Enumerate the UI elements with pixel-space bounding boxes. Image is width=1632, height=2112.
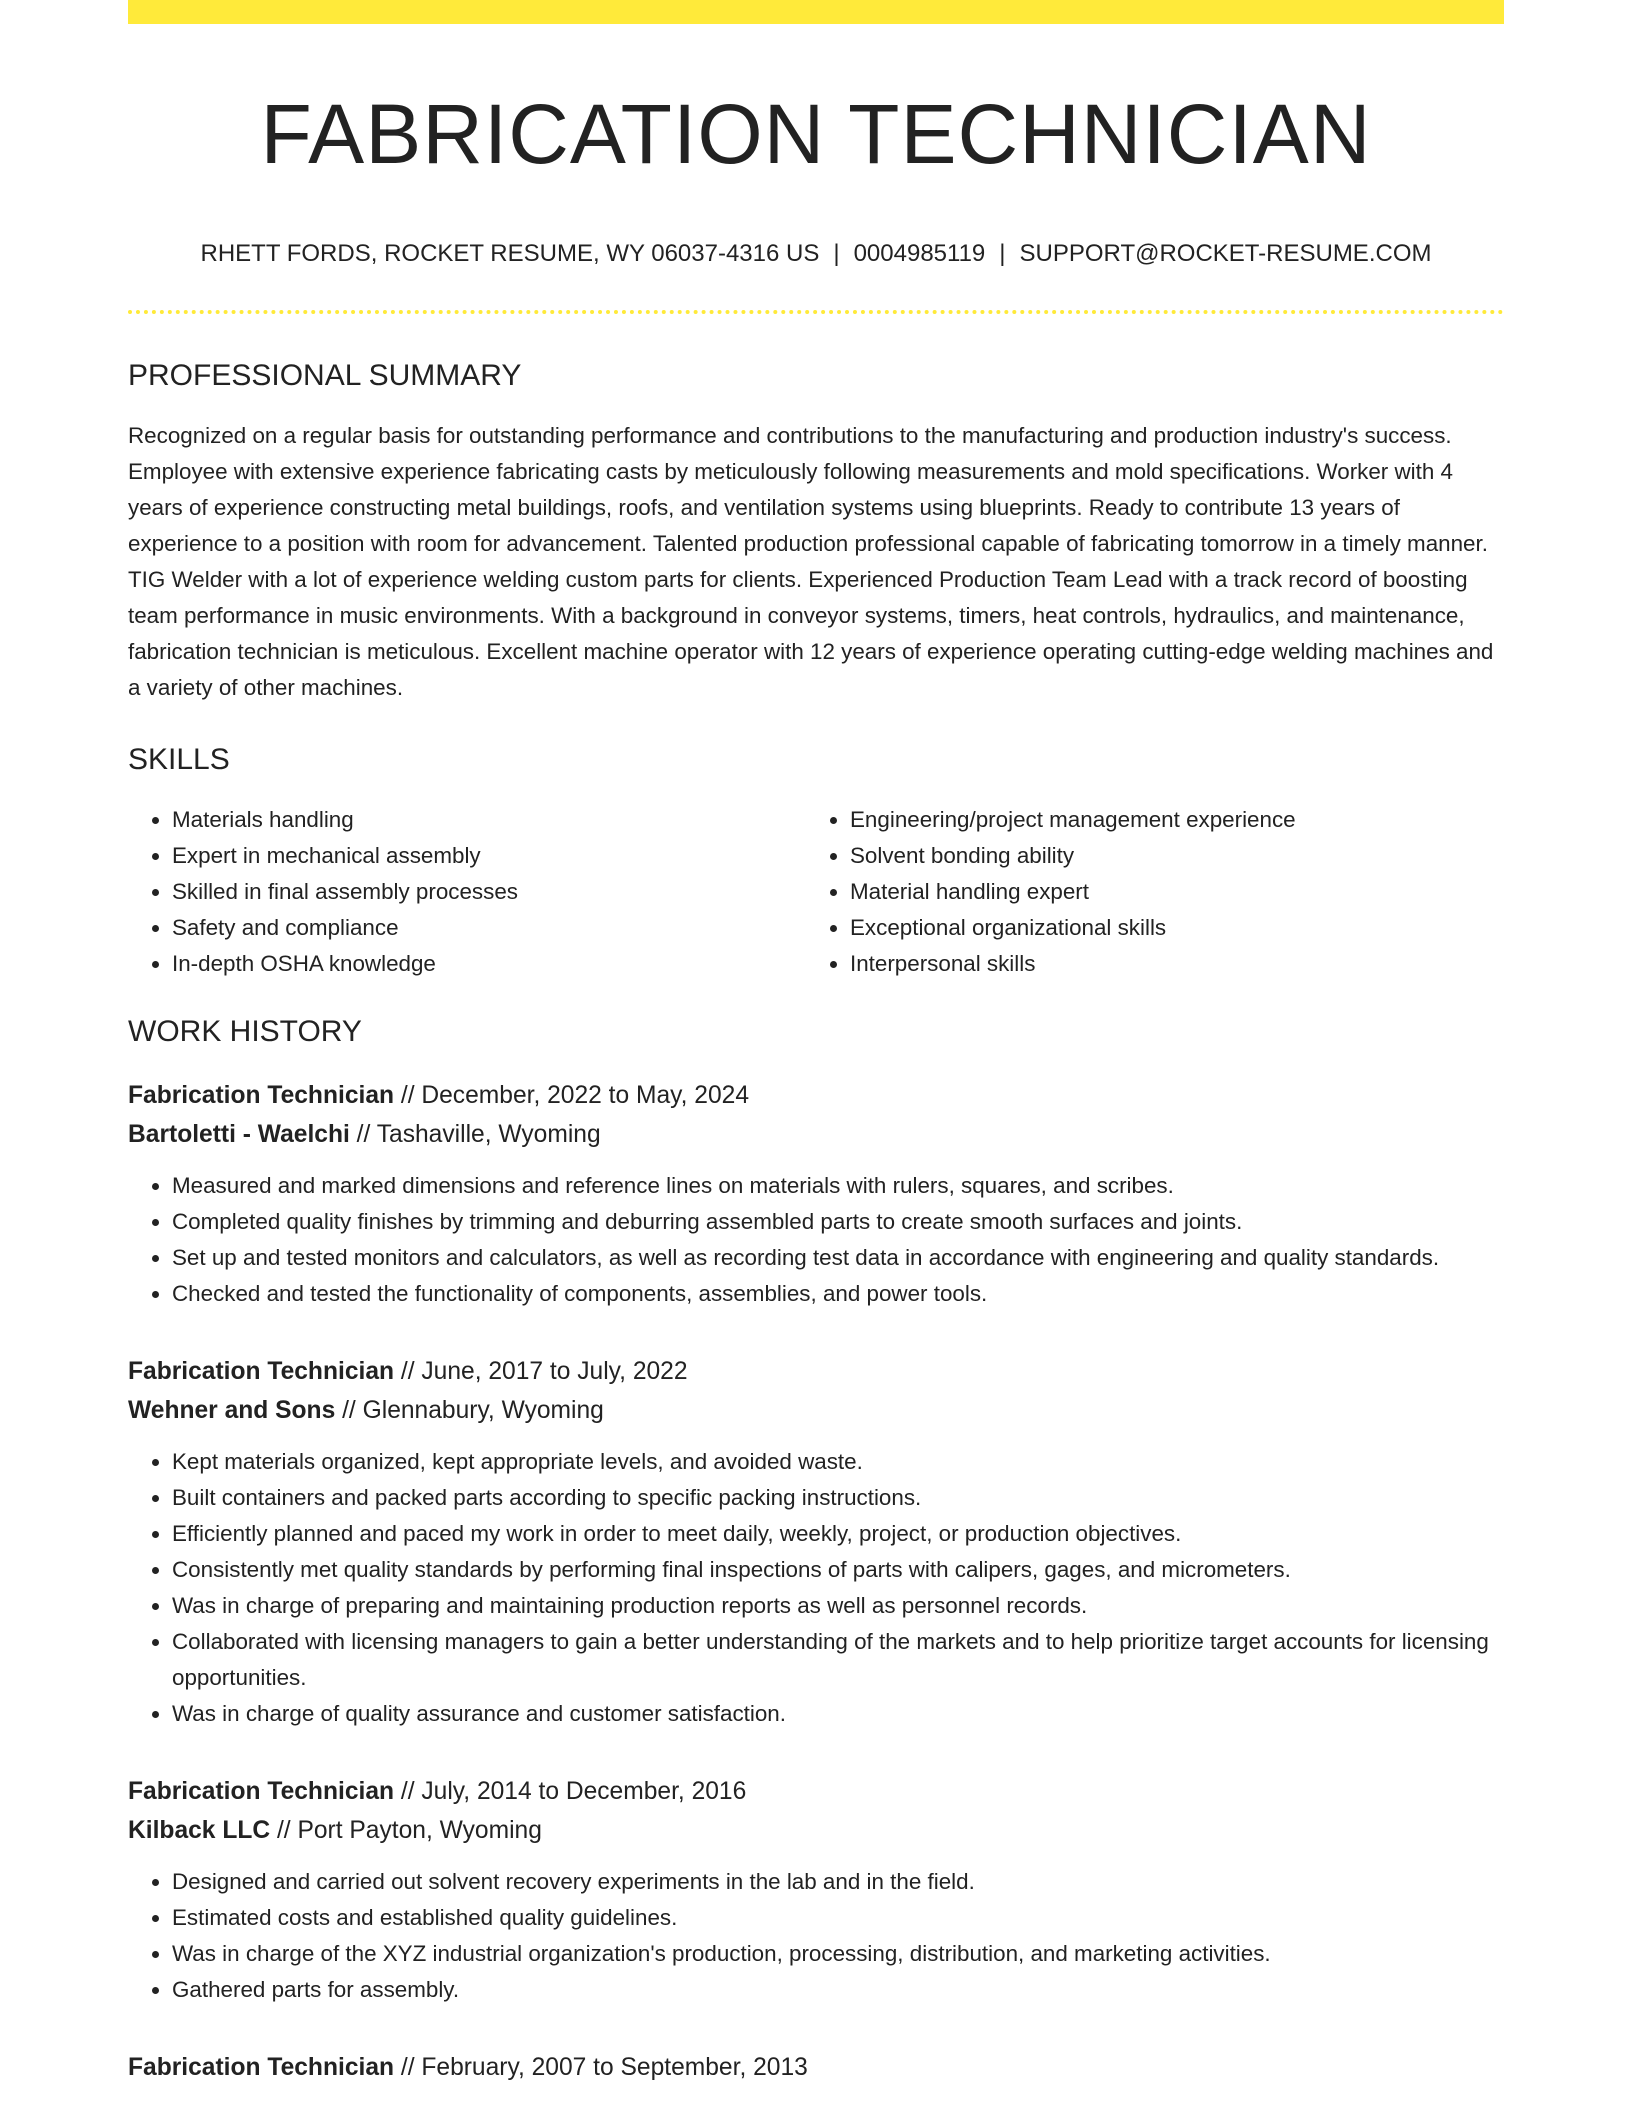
skill-item: • Safety and compliance	[172, 910, 806, 946]
job-bullet: • Checked and tested the functionality of components, assemblies, and power tools.	[172, 1276, 1504, 1312]
job-company: Wehner and Sons	[128, 1396, 336, 1424]
job-bullet: • Kept materials organized, kept appropriate levels, and avoided waste.	[172, 1444, 1504, 1480]
job-bullet: • Estimated costs and established quality guidelines.	[172, 1900, 1504, 1936]
job-bullet: • Was in charge of quality assurance and customer satisfaction.	[172, 1696, 1504, 1732]
job-bullet: • Was in charge of the XYZ industrial organization's production, processing, distribution, and marketing activities.	[172, 1936, 1504, 1972]
accent-top-bar	[128, 0, 1504, 24]
job-company-line	[128, 1811, 1504, 1850]
job-dates: // June, 2017 to July, 2022	[394, 1357, 688, 1385]
job-entry	[128, 1772, 1504, 2008]
job-role-line	[128, 1076, 1504, 1115]
summary-heading: PROFESSIONAL SUMMARY	[128, 358, 522, 392]
job-bullet: • Measured and marked dimensions and reference lines on materials with rulers, squares, and scribes.	[172, 1168, 1504, 1204]
job-company: Kilback LLC	[128, 1816, 271, 1844]
resume-page	[128, 0, 1504, 2087]
contact-address: RHETT FORDS, ROCKET RESUME, WY 06037-4316 US	[200, 240, 820, 268]
contact-line	[128, 238, 1504, 269]
job-dates: // February, 2007 to September, 2013	[394, 2053, 808, 2081]
job-bullet: • Set up and tested monitors and calculators, as well as recording test data in accordance with engineering and quality standards.	[172, 1240, 1504, 1276]
job-bullet: • Efficiently planned and paced my work in order to meet daily, weekly, project, or production objectives.	[172, 1516, 1504, 1552]
job-location: // Port Payton, Wyoming	[270, 1816, 542, 1844]
job-bullet: • Gathered parts for assembly.	[172, 1972, 1504, 2008]
skill-item: • Exceptional organizational skills	[850, 910, 1484, 946]
job-location: // Tashaville, Wyoming	[349, 1120, 601, 1148]
job-bullet: • Completed quality finishes by trimming and deburring assembled parts to create smooth surfaces and joints.	[172, 1204, 1504, 1240]
resume-title: FABRICATION TECHNICIAN	[260, 87, 1372, 181]
job-company-line	[128, 1391, 1504, 1430]
job-bullets	[128, 1168, 1504, 1312]
job-dates: // December, 2022 to May, 2024	[394, 1081, 750, 1109]
job-role: Fabrication Technician	[128, 1081, 395, 1109]
work-history-heading: WORK HISTORY	[128, 1014, 362, 1048]
job-role: Fabrication Technician	[128, 1777, 395, 1805]
job-bullet: • Designed and carried out solvent recovery experiments in the lab and in the field.	[172, 1864, 1504, 1900]
job-bullet: • Consistently met quality standards by performing final inspections of parts with calipers, gages, and micrometers.	[172, 1552, 1504, 1588]
contact-separator: |	[833, 240, 840, 268]
summary-paragraph: Recognized on a regular basis for outstanding performance and contributions to the manufacturing and production industry's success. Employee with extensive experience fabricating casts by meticulously following measurements and mold specifications. Worker with 4 years of experience constructing metal buildings, roofs, and ventilation systems using blueprints. Ready to contribute 13 years of experience to a position with room for advancement. Talented production professional capable of fabricating tomorrow in a timely manner. TIG Welder with a lot of experience welding custom parts for clients. Experienced Production Team Lead with a track record of boosting team performance in music environments. With a background in conveyor systems, timers, heat controls, hydraulics, and maintenance, fabrication technician is meticulous. Excellent machine operator with 12 years of experience operating cutting-edge welding machines and a variety of other machines.	[128, 422, 1494, 700]
skills-list-left	[128, 802, 806, 982]
skills-heading: SKILLS	[128, 742, 230, 776]
contact-separator: |	[999, 240, 1006, 268]
job-role: Fabrication Technician	[128, 2053, 395, 2081]
job-bullets	[128, 1444, 1504, 1732]
skill-item: • In-depth OSHA knowledge	[172, 946, 806, 982]
job-role-line	[128, 1352, 1504, 1391]
skill-item: • Skilled in final assembly processes	[172, 874, 806, 910]
skills-grid	[128, 802, 1504, 982]
job-role: Fabrication Technician	[128, 1357, 395, 1385]
skill-item: • Materials handling	[172, 802, 806, 838]
job-role-line	[128, 2048, 1504, 2087]
skill-item: • Solvent bonding ability	[850, 838, 1484, 874]
job-entry	[128, 1076, 1504, 1312]
contact-phone: 0004985119	[853, 240, 986, 268]
skill-item: • Material handling expert	[850, 874, 1484, 910]
job-bullet: • Was in charge of preparing and maintaining production reports as well as personnel records.	[172, 1588, 1504, 1624]
job-location: // Glennabury, Wyoming	[335, 1396, 604, 1424]
job-entry	[128, 1352, 1504, 1732]
job-bullet: • Collaborated with licensing managers to gain a better understanding of the markets and to help prioritize target accounts for licensing opportunities.	[172, 1624, 1504, 1696]
skills-list-right	[806, 802, 1484, 982]
dotted-divider	[128, 310, 1504, 314]
skill-item: • Engineering/project management experience	[850, 802, 1484, 838]
job-company: Bartoletti - Waelchi	[128, 1120, 350, 1148]
job-entry	[128, 2048, 1504, 2087]
job-role-line	[128, 1772, 1504, 1811]
job-bullet: • Built containers and packed parts according to specific packing instructions.	[172, 1480, 1504, 1516]
job-company-line	[128, 1115, 1504, 1154]
job-dates: // July, 2014 to December, 2016	[394, 1777, 747, 1805]
skill-item: • Interpersonal skills	[850, 946, 1484, 982]
job-bullets	[128, 1864, 1504, 2008]
skill-item: • Expert in mechanical assembly	[172, 838, 806, 874]
contact-email: SUPPORT@ROCKET-RESUME.COM	[1019, 240, 1432, 268]
